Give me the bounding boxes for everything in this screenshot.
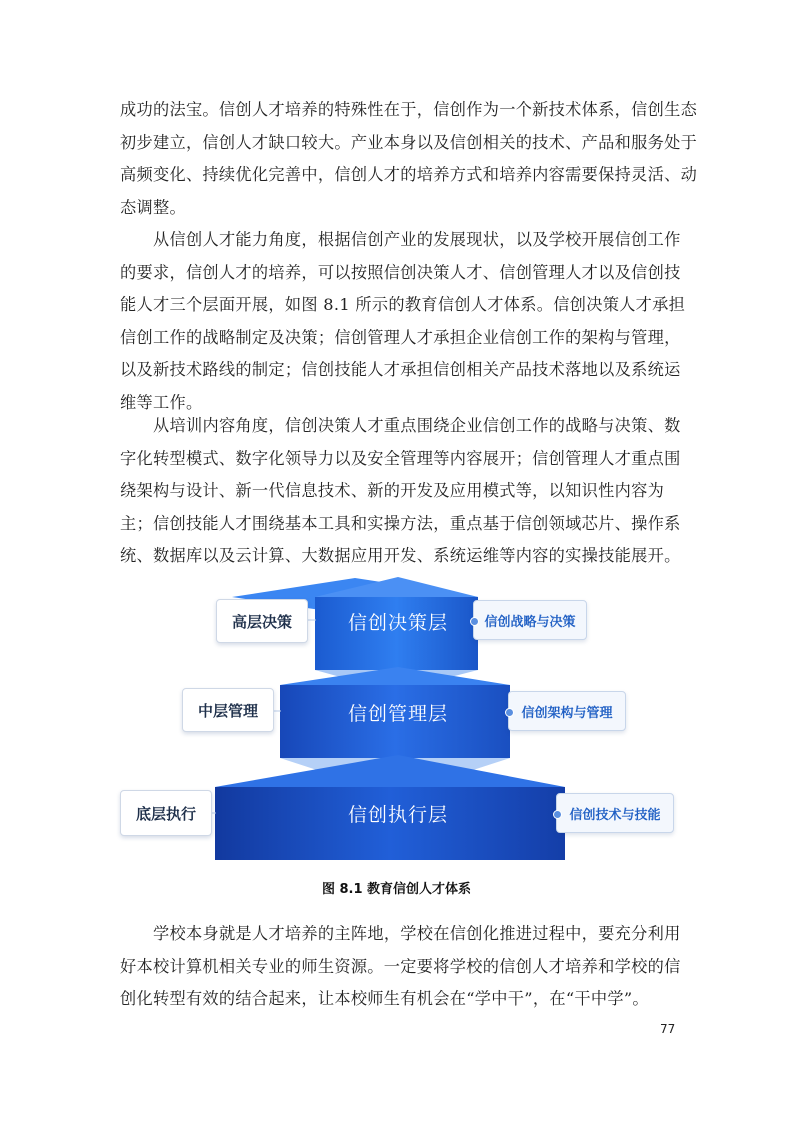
text-line: 成功的法宝。信创人才培养的特殊性在于，信创作为一个新技术体系，信创生态 <box>120 100 698 119</box>
paragraph-1 <box>120 94 698 224</box>
dot-icon <box>470 617 479 626</box>
left-label-low: 底层执行 <box>120 790 212 836</box>
text-line: 从培训内容角度，信创决策人才重点围绕企业信创工作的战略与决策、数 <box>153 416 681 435</box>
left-label-mid: 中层管理 <box>182 688 274 732</box>
text-line: 学校本身就是人才培养的主阵地，学校在信创化推进过程中，要充分利用 <box>153 924 681 943</box>
left-label-high: 高层决策 <box>216 599 308 643</box>
execution-layer-peak <box>215 755 565 787</box>
right-tag-skills <box>556 793 674 833</box>
text-line: 字化转型模式、数字化领导力以及安全管理等内容展开；信创管理人才重点围 <box>120 448 681 468</box>
text-line: 能人才三个层面开展，如图 8.1 所示的教育信创人才体系。信创决策人才承担 <box>120 295 686 315</box>
text-line: 绕架构与设计、新一代信息技术、新的开发及应用模式等，以知识性内容为 <box>120 481 665 501</box>
dot-icon <box>553 810 562 819</box>
paragraph-3 <box>120 410 681 573</box>
page-number: 77 <box>660 1022 676 1036</box>
text-line: 以及新技术路线的制定；信创技能人才承担信创相关产品技术落地以及系统运 <box>120 360 681 380</box>
figure-caption: 图 8.1 教育信创人才体系 <box>321 882 472 897</box>
text-line: 主；信创技能人才围绕基本工具和实操方法，重点基于信创领域芯片、操作系 <box>120 513 681 533</box>
text-line: 维等工作。 <box>120 392 203 412</box>
text-line: 创化转型有效的结合起来，让本校师生有机会在“学中干”，在“干中学”。 <box>120 989 649 1009</box>
text-line: 态调整。 <box>120 197 186 217</box>
text-line: 的要求，信创人才的培养，可以按照信创决策人才、信创管理人才以及信创技 <box>120 262 681 282</box>
text-line: 信创工作的战略制定及决策；信创管理人才承担企业信创工作的架构与管理， <box>120 327 681 347</box>
text-line: 高频变化、持续优化完善中，信创人才的培养方式和培养内容需要保持灵活、动 <box>120 165 698 185</box>
text-line: 从信创人才能力角度，根据信创产业的发展现状，以及学校开展信创工作 <box>153 230 681 249</box>
text-line: 好本校计算机相关专业的师生资源。一定要将学校的信创人才培养和学校的信 <box>120 956 681 976</box>
text-line: 初步建立，信创人才缺口较大。产业本身以及信创相关的技术、产品和服务处于 <box>120 132 698 152</box>
management-layer-label: 信创管理层 <box>347 703 448 725</box>
right-tag-architecture <box>508 691 626 731</box>
right-tag-text: 信创技术与技能 <box>569 807 661 823</box>
paragraph-4 <box>120 918 681 1016</box>
right-tag-text: 信创战略与决策 <box>484 614 576 630</box>
decision-layer-label: 信创决策层 <box>347 612 448 634</box>
talent-system-figure <box>110 575 690 865</box>
execution-layer-label: 信创执行层 <box>347 804 448 826</box>
right-tag-text: 信创架构与管理 <box>521 705 613 721</box>
dot-icon <box>505 708 514 717</box>
text-line: 统、数据库以及云计算、大数据应用开发、系统运维等内容的实操技能展开。 <box>120 546 681 566</box>
paragraph-2 <box>120 224 686 420</box>
right-tag-strategy <box>473 600 587 640</box>
